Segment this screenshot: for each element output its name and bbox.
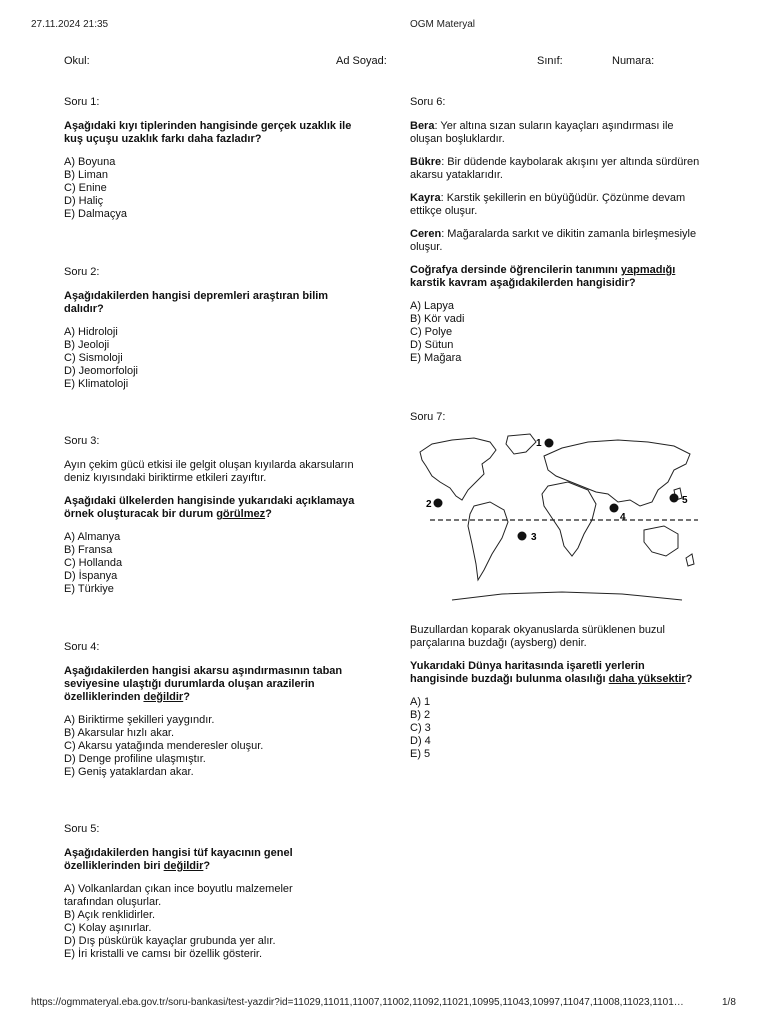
map-point-2 (434, 499, 443, 508)
option-d: D) 4 (410, 735, 431, 747)
question-text (410, 264, 705, 290)
option-d: D) İspanya (64, 570, 118, 582)
field-ad-soyad: Ad Soyad: (336, 55, 387, 67)
question-text-end: ? (265, 508, 272, 520)
print-site-title: OGM Materyal (410, 19, 476, 30)
question-text-part: Yukarıdaki Dünya haritasında işaretli yerlerin hangisinde buzdağı bulunma olasılığı (410, 660, 645, 685)
option-e: E) Klimatoloji (64, 378, 129, 390)
north-america-outline (420, 438, 496, 500)
map-point-5 (670, 494, 679, 503)
option-a: A) Almanya (64, 531, 121, 543)
question-text-end: ? (183, 691, 190, 703)
statement-ceren (410, 228, 705, 254)
map-point-label-4: 4 (620, 512, 626, 523)
option-c: C) Akarsu yatağında menderesler oluşur. (64, 740, 264, 752)
print-page-number: 1/8 (722, 997, 736, 1008)
option-list (410, 696, 705, 761)
question-emphasis: görülmez (216, 508, 266, 520)
question-1 (64, 96, 364, 221)
question-4 (64, 641, 364, 779)
print-url: https://ogmmateryal.eba.gov.tr/soru-bankasi/test-yazdir?id=11029,11011,11007,11002,11092,11021,10995,11043,10997,11047,11008,11023,1101… (31, 997, 684, 1008)
question-number: Soru 2: (64, 266, 100, 278)
option-e: E) Geniş yataklardan akar. (64, 766, 194, 778)
question-number: Soru 5: (64, 823, 100, 835)
question-emphasis: değildir (143, 691, 184, 703)
option-d: D) Haliç (64, 195, 104, 207)
continent-outlines (420, 434, 694, 600)
option-list (64, 714, 364, 779)
question-text-part: Aşağıdaki ülkelerden hangisinde yukarıdaki açıklamaya örnek oluşturacak bir durum (64, 495, 355, 520)
africa-outline (542, 482, 596, 556)
option-e: E) Mağara (410, 352, 462, 364)
option-d: D) Dış püskürük kayaçlar grubunda yer alır. (64, 935, 276, 947)
question-emphasis: değildir (163, 860, 204, 872)
question-number: Soru 6: (410, 96, 446, 108)
question-text (410, 660, 705, 686)
option-c: C) Polye (410, 326, 453, 338)
option-list (410, 300, 705, 365)
question-emphasis: daha yüksektir (608, 673, 686, 685)
option-a: A) 1 (410, 696, 431, 708)
statement-name: Bera (410, 120, 435, 132)
option-b: B) Akarsular hızlı akar. (64, 727, 175, 739)
map-point-1 (545, 439, 554, 448)
question-text-end: ? (685, 673, 693, 685)
question-context: Ayın çekim gücü etkisi ile gelgit oluşan kıyılarda akarsuların deniz kıyısındaki biriktirme etkileri zayıftır. (64, 459, 354, 484)
field-numara: Numara: (612, 55, 655, 67)
map-point-4 (610, 504, 619, 513)
question-text-part: Coğrafya dersinde öğrencilerin tanımını (410, 264, 621, 276)
field-okul: Okul: (64, 55, 90, 67)
statement-bukre (410, 156, 705, 182)
question-text-part: Aşağıdakilerden hangisi tüf kayacının genel özelliklerinden biri (64, 847, 293, 872)
option-b: B) Jeoloji (64, 339, 110, 351)
world-map-figure (412, 430, 700, 610)
option-b: B) Fransa (64, 544, 113, 556)
australia-outline (644, 526, 678, 556)
question-context: Buzullardan koparak okyanuslarda sürüklenen buzul parçalarına buzdağı (aysberg) denir. (410, 624, 665, 649)
greenland-outline (506, 434, 536, 454)
question-text-end: ? (203, 860, 211, 872)
option-list (64, 883, 324, 961)
statement-kayra (410, 192, 705, 218)
option-list (64, 531, 364, 596)
map-point-label-2: 2 (426, 499, 432, 510)
question-number: Soru 1: (64, 96, 100, 108)
question-emphasis: yapmadığı (620, 264, 676, 276)
option-a: A) Biriktirme şekilleri yaygındır. (64, 714, 215, 726)
question-2 (64, 266, 364, 391)
option-list (64, 326, 364, 391)
question-text (64, 665, 364, 704)
statement-bera (410, 120, 705, 146)
statement-text: : Bir düdende kaybolarak akışını yer altında sürdüren akarsu yataklarıdır. (410, 156, 700, 181)
option-a: A) Boyuna (64, 156, 116, 168)
option-d: D) Jeomorfoloji (64, 365, 138, 377)
option-b: B) 2 (410, 709, 431, 721)
option-b: B) Açık renklidirler. (64, 909, 156, 921)
question-text: Aşağıdaki kıyı tiplerinden hangisinde gerçek uzaklık ile kuş uçuşu uzaklık farkı daha fazladır? (64, 120, 352, 145)
antarctica-outline (452, 592, 682, 600)
question-number: Soru 4: (64, 641, 100, 653)
option-a: A) Hidroloji (64, 326, 118, 338)
option-a: A) Volkanlardan çıkan ince boyutlu malzemeler tarafından oluşurlar. (64, 883, 293, 908)
option-c: C) Sismoloji (64, 352, 123, 364)
option-e: E) Dalmaçya (64, 208, 127, 220)
question-text-end: karstik kavram aşağıdakilerden hangisidir? (410, 277, 636, 289)
option-c: C) Enine (64, 182, 107, 194)
option-d: D) Sütun (410, 339, 454, 351)
statement-text: : Mağaralarda sarkıt ve dikitin zamanla birleşmesiyle oluşur. (410, 228, 697, 253)
option-e: E) İri kristalli ve camsı bir özellik gösterir. (64, 948, 263, 960)
south-america-outline (468, 502, 508, 580)
option-d: D) Denge profiline ulaşmıştır. (64, 753, 206, 765)
question-text-part: Aşağıdakilerden hangisi akarsu aşındırmasının taban seviyesine ulaştığı durumlarda oluşan arazilerin özelliklerinden (64, 665, 343, 703)
option-c: C) Kolay aşınırlar. (64, 922, 152, 934)
option-list (64, 156, 364, 221)
question-5 (64, 823, 324, 961)
option-a: A) Lapya (410, 300, 455, 312)
statement-name: Ceren (410, 228, 442, 240)
map-point-label-1: 1 (536, 438, 542, 449)
field-sinif: Sınıf: (537, 55, 563, 67)
print-datetime: 27.11.2024 21:35 (31, 19, 109, 30)
option-c: C) 3 (410, 722, 431, 734)
question-6 (410, 96, 705, 365)
question-7 (410, 624, 705, 761)
statement-name: Bükre (410, 156, 442, 168)
question-3 (64, 435, 364, 596)
option-e: E) Türkiye (64, 583, 114, 595)
eurasia-outline (544, 440, 690, 506)
question-text (64, 495, 364, 521)
option-b: B) Liman (64, 169, 109, 181)
question-number: Soru 3: (64, 435, 100, 447)
map-point-3 (518, 532, 527, 541)
question-text (64, 847, 364, 873)
option-e: E) 5 (410, 748, 431, 760)
statement-name: Kayra (410, 192, 441, 204)
island-outline (686, 554, 694, 566)
statement-text: : Yer altına sızan suların kayaçları aşındırması ile oluşan boşluklardır. (410, 120, 674, 145)
question-7-number: Soru 7: (410, 411, 446, 423)
option-c: C) Hollanda (64, 557, 123, 569)
map-point-label-5: 5 (682, 495, 688, 506)
option-b: B) Kör vadi (410, 313, 465, 325)
statement-text: : Karstik şekillerin en büyüğüdür. Çözünme devam ettikçe oluşur. (410, 192, 686, 217)
map-point-label-3: 3 (531, 532, 537, 543)
question-text: Aşağıdakilerden hangisi depremleri araştıran bilim dalıdır? (64, 290, 329, 315)
